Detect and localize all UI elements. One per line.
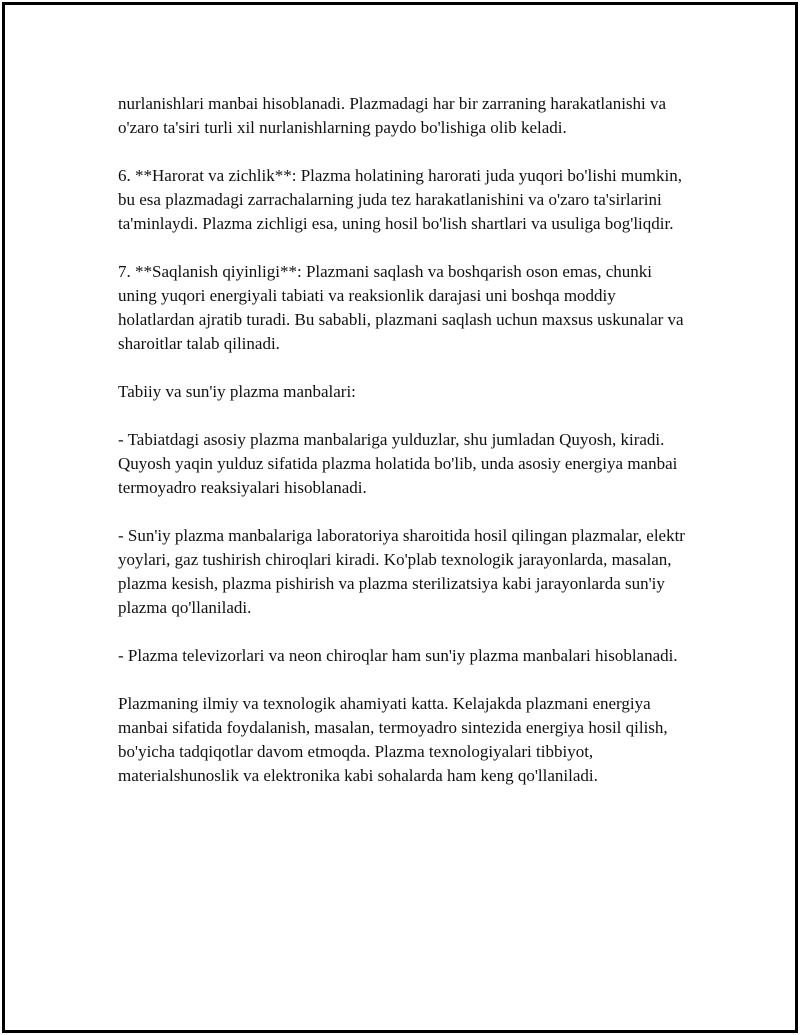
- paragraph-significance: Plazmaning ilmiy va texnologik ahamiyati katta. Kelajakda plazmani energiya manbai sifatida foydalanish, masalan, termoyadro sintezida energiya hosil qilish, bo'yicha tadqiqotlar davom etmoqda. Plazma texnologiyalari tibbiyot, materialshunoslik va elektronika kabi sohalarda ham keng qo'llaniladi.: [118, 694, 672, 785]
- document-body: [118, 92, 688, 788]
- paragraph-radiation-continuation: nurlanishlari manbai hisoblanadi. Plazmadagi har bir zarraning harakatlanishi va o'zaro ta'siri turli xil nurlanishlarning paydo bo'lishiga olib keladi.: [118, 94, 671, 137]
- paragraph-tv-neon: - Plazma televizorlari va neon chiroqlar ham sun'iy plazma manbalari hisoblanadi.: [118, 646, 678, 665]
- paragraph-storage-difficulty: 7. **Saqlanish qiyinligi**: Plazmani saqlash va boshqarish oson emas, chunki uning yuqori energiyali tabiati va reaksionlik darajasi uni boshqa moddiy holatlardan ajratib turadi. Bu sababli, plazmani saqlash uchun maxsus uskunalar va sharoitlar talab qilinadi.: [118, 262, 688, 353]
- paragraph-artificial-sources: - Sun'iy plazma manbalariga laboratoriya sharoitida hosil qilingan plazmalar, elektr yoylari, gaz tushirish chiroqlari kiradi. Ko'plab texnologik jarayonlarda, masalan, plazma kesish, plazma pishirish va plazma sterilizatsiya kabi jarayonlarda sun'iy plazma qo'llaniladi.: [118, 526, 690, 617]
- paragraph-natural-sources: - Tabiatdagi asosiy plazma manbalariga yulduzlar, shu jumladan Quyosh, kiradi. Quyosh yaqin yulduz sifatida plazma holatida bo'lib, unda asosiy energiya manbai termoyadro reaksiyalari hisoblanadi.: [118, 430, 682, 497]
- paragraph-temperature-density: 6. **Harorat va zichlik**: Plazma holatining harorati juda yuqori bo'lishi mumkin, bu esa plazmadagi zarrachalarning juda tez harakatlanishini va o'zaro ta'sirlarini ta'minlaydi. Plazma zichligi esa, uning hosil bo'lish shartlari va usuliga bog'liqdir.: [118, 166, 687, 233]
- paragraph-sources-heading: Tabiiy va sun'iy plazma manbalari:: [118, 382, 356, 401]
